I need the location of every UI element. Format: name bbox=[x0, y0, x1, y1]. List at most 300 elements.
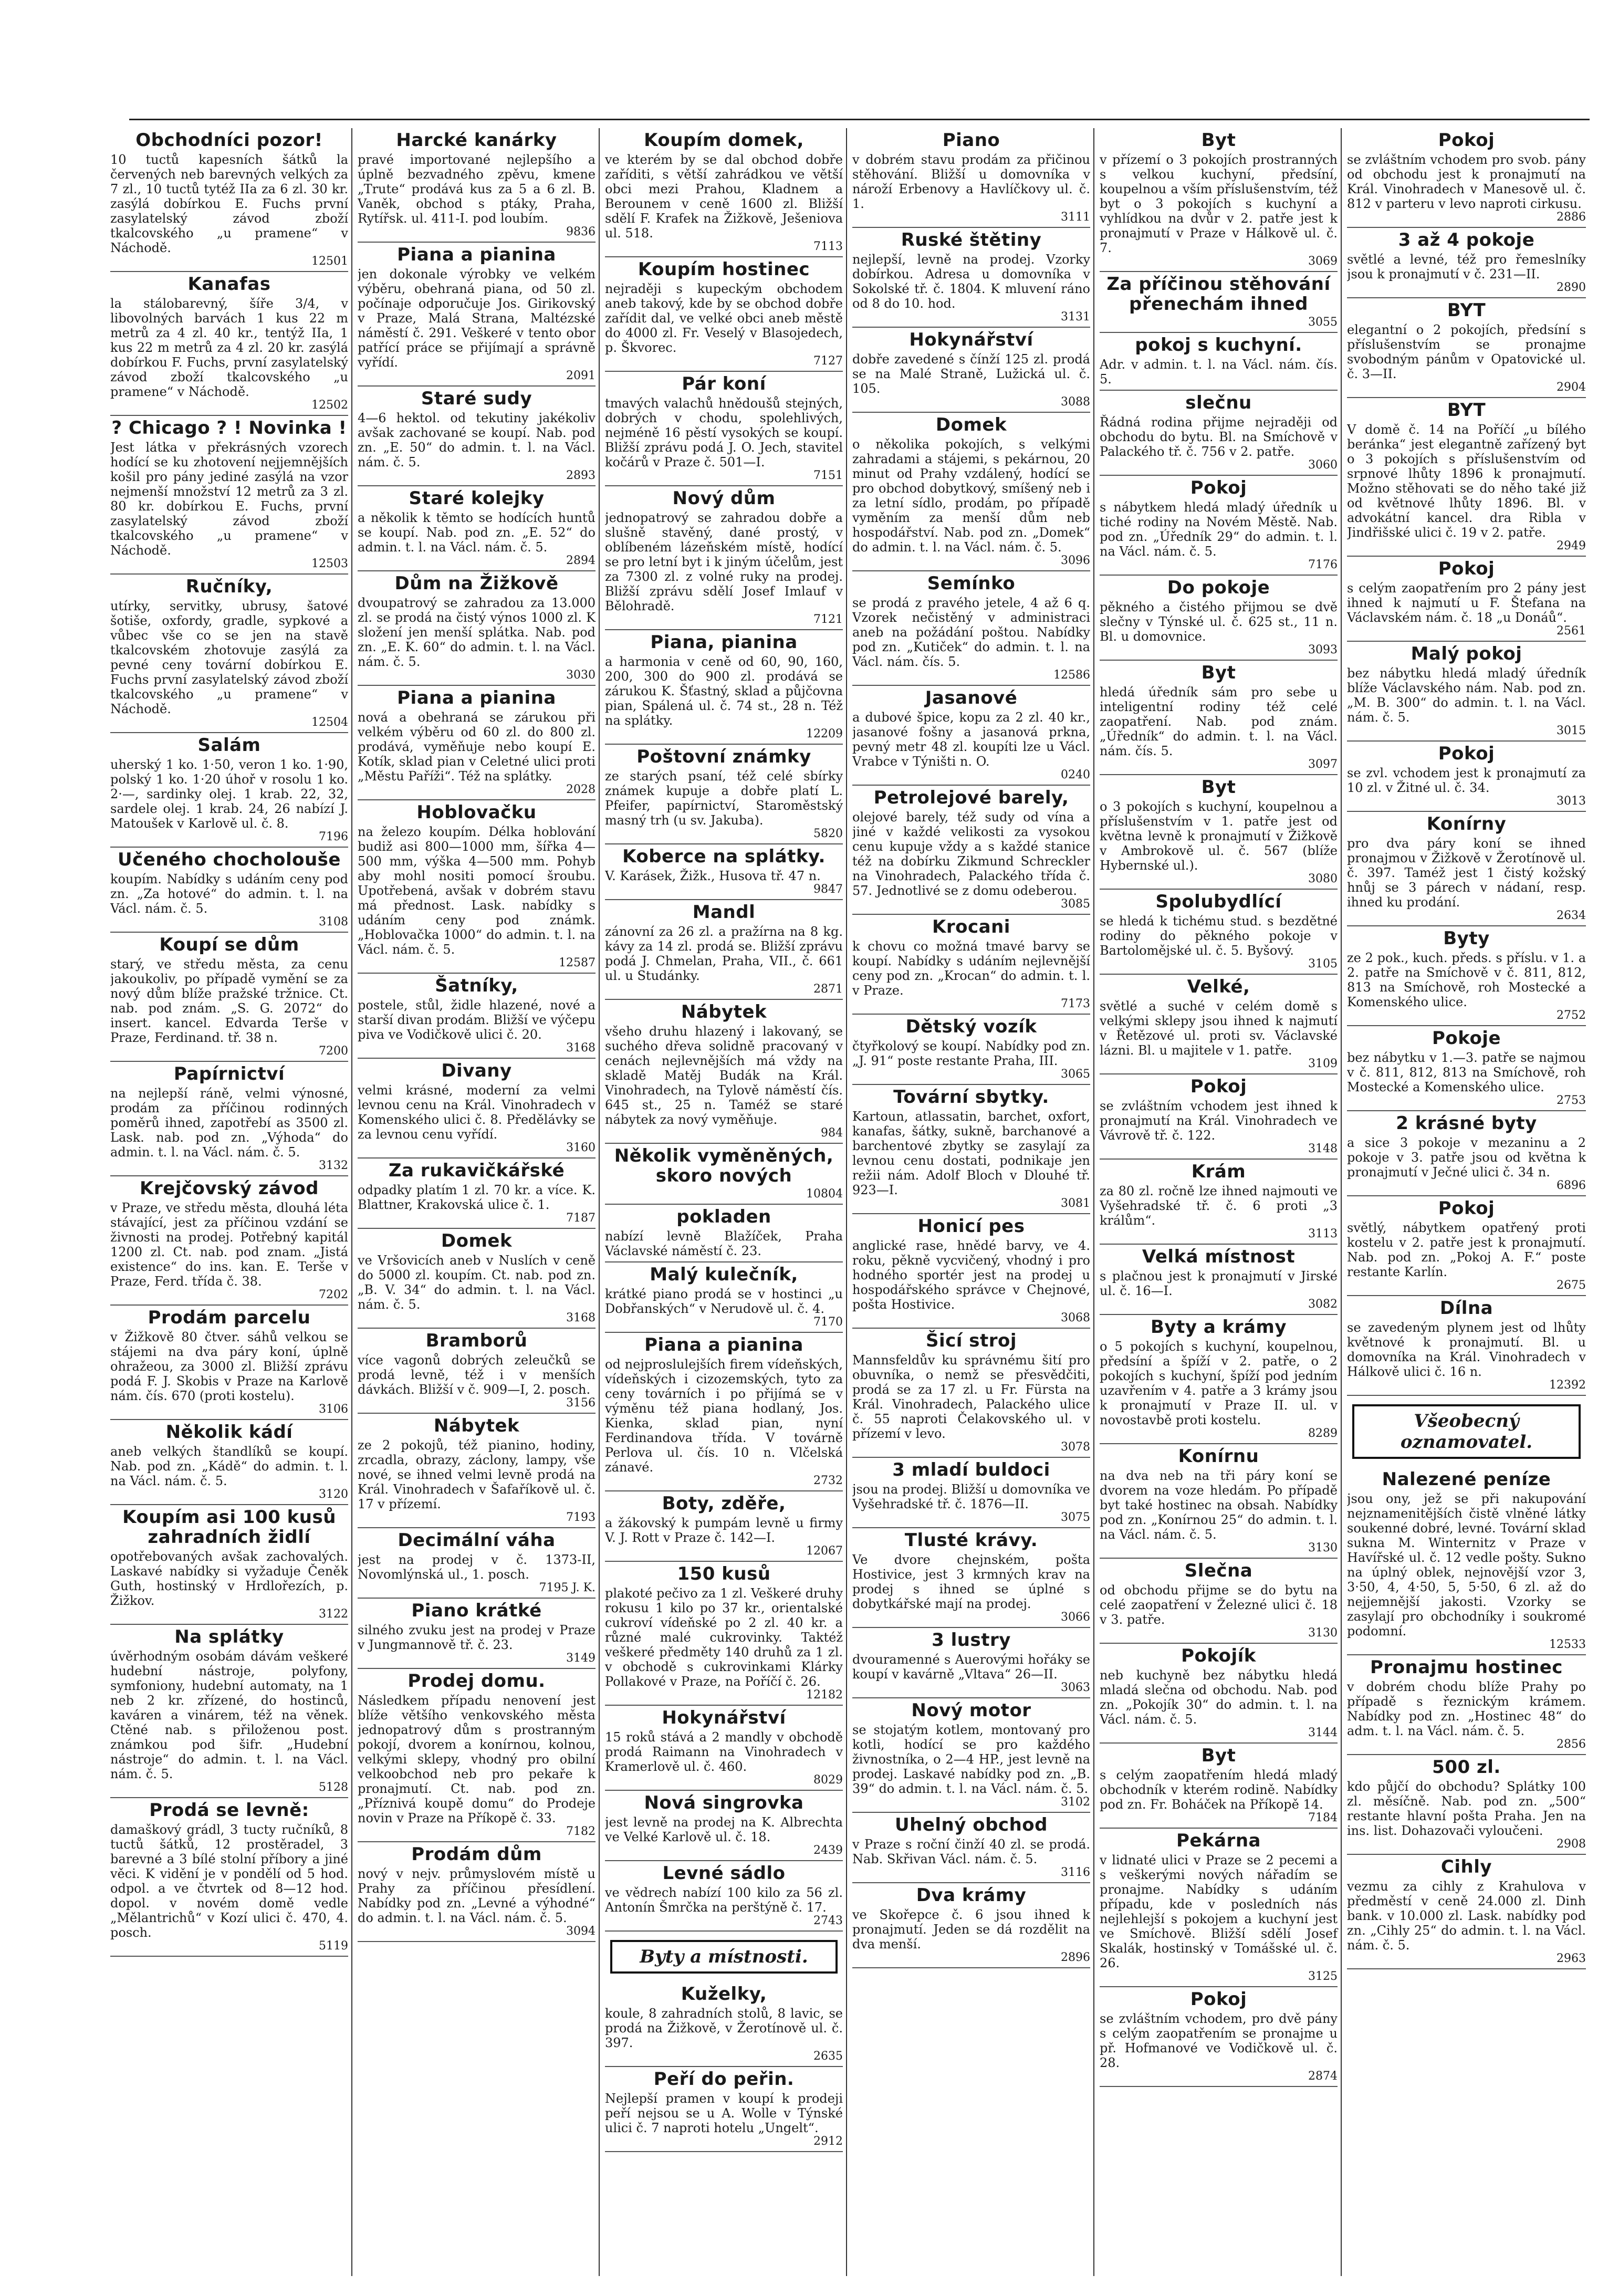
ad-number: 2856 bbox=[1557, 1738, 1586, 1751]
ad-title: Dílna bbox=[1439, 1298, 1493, 1319]
ad-number: 12587 bbox=[559, 956, 596, 969]
ad-text: se zvláštním vchodem pro svob. pány od obchodu jest k pronajmutí na Král. Vinohradech v Manesově ul. č. 812 v parteru v levo naproti cirkusu. bbox=[1347, 152, 1586, 211]
ad-text: starý, ve středu města, za cenu jakoukoliv, po případě vymění se za nový dům blíže pražské tržnice. Ct. nab. pod znám. „S. G. 2072“ do insert. kancel. Edvarda Terše v Praze, Ferdinand. tř. 38 n. bbox=[110, 957, 348, 1045]
ad-title: Malý pokoj bbox=[1411, 643, 1522, 664]
ad-number: 3060 bbox=[1308, 458, 1338, 472]
classified-ad bbox=[358, 243, 596, 387]
classified-ad bbox=[1100, 975, 1338, 1074]
classified-ad bbox=[1100, 1559, 1338, 1644]
classified-ad bbox=[852, 1528, 1090, 1628]
classified-ad bbox=[605, 1562, 843, 1706]
classified-ad bbox=[358, 1159, 596, 1229]
ad-text: odpadky platím 1 zl. 70 kr. a více. K. Blattner, Krakovská ulice č. 1. bbox=[358, 1183, 596, 1212]
ad-text: utírky, servitky, ubrusy, šatové šotiše, oxfordy, gradle, sypkové a vůbec vše co se jen na stavě tkalcovském zhotovuje zasýlá za pevné ceny tovární dobírkou E. Fuchs první zasylatelský závod zboží tkalcovského „u pramene“ v Náchodě. bbox=[110, 599, 348, 716]
ad-text: v Praze, ve středu města, dlouhá léta stávající, jest za příčinou vzdání se živnosti na prodej. Potřebný kapitál 1200 zl. Ct. nab. pod znam. „Jistá existence“ do ins. kan. E. Terše v Praze, Ferd. třída č. 38. bbox=[110, 1201, 348, 1289]
classified-ad bbox=[358, 128, 596, 243]
ad-text: světlé a suché v celém domě s velkými sklepy jsou ihned k najmutí v Řetězové ul. proti sv. Václavské lázni. Bl. u majitele v 1. patře. bbox=[1100, 999, 1338, 1058]
ad-number: 3108 bbox=[319, 915, 348, 928]
ad-text: 10 tuctů kapesních šátků la červených neb barevných velkých za 7 zl., 10 tuctů tytéž IIa za 6 zl. 30 kr. zasýlá dobírkou E. Fuchs první zasylatelský závod zboží tkalcovského „u pramene“ v Náchodě. bbox=[110, 152, 348, 255]
ad-title: Krejčovský závod bbox=[140, 1178, 319, 1199]
ad-text: se zvl. vchodem jest k pronajmutí za 10 zl. v Žitné ul. č. 34. bbox=[1347, 766, 1586, 795]
classified-ad bbox=[1347, 1296, 1586, 1396]
ad-number: 3085 bbox=[1061, 897, 1090, 911]
ad-title: Harcké kanárky bbox=[396, 130, 557, 151]
ad-number: 3168 bbox=[566, 1311, 596, 1324]
ad-text: na nejlepší ráně, velmi výnosné, prodám za příčinou rodinných poměrů ihned, zapotřebí as 3500 zl. Lask. nab. pod zn. „Výhoda“ do admin. t. l. na Václ. nám. č. 5. bbox=[110, 1086, 348, 1160]
ad-title: Dva krámy bbox=[916, 1885, 1027, 1906]
column-3 bbox=[605, 128, 847, 2276]
classified-ad bbox=[852, 1458, 1090, 1528]
ad-text: koupím. Nabídky s udáním ceny pod zn. „Za hotové“ do admin. t. l. na Václ. nám. č. 5. bbox=[110, 872, 348, 916]
ad-text: koule, 8 zahradních stolů, 8 lavic, se prodá na Žižkově, v Žerotínově ul. č. 397. bbox=[605, 2006, 843, 2050]
classified-ad bbox=[1100, 128, 1338, 272]
ad-text: 4—6 hektol. od tekutiny jakékoliv avšak zachované se koupí. Nab. pod zn. „E. 50“ do admin. t. l. na Václ. nám. č. 5. bbox=[358, 411, 596, 469]
ad-number: 12209 bbox=[806, 727, 843, 740]
ad-title: Na splátky bbox=[174, 1626, 284, 1647]
classified-ad bbox=[1347, 1855, 1586, 1969]
classified-ad bbox=[358, 1329, 596, 1414]
ad-text: plakoté pečivo za 1 zl. Veškeré druhy rokusu 1 kilo po 37 kr., orientalské cukroví vídeňské po 2 zl. 40 kr. a různé malé cukrovinky. Taktéž veškeré předměty 140 druhů za 1 zl. v obchodě s cukrovinkami Klárky Pollakové v Praze, na Poříčí č. 26. bbox=[605, 1586, 843, 1689]
ad-number: 7193 bbox=[566, 1511, 596, 1524]
ad-title: Papírnictví bbox=[173, 1063, 285, 1084]
ad-text: tmavých valachů hnědoušů stejných, dobrých v chodu, spolehlivých, nejméně 16 pěstí vysokých se koupí. Bližší zprávu podá J. O. Jech, stavitel kočárů v Praze č. 501—I. bbox=[605, 396, 843, 469]
ad-text: za 80 zl. ročně lze ihned najmouti ve Vyšehradské tř. č. 6 proti „3 králům“. bbox=[1100, 1184, 1338, 1228]
ad-title: Nový dům bbox=[672, 488, 776, 509]
classified-ad bbox=[852, 128, 1090, 228]
ad-number: 3015 bbox=[1557, 724, 1586, 737]
ad-number: 7173 bbox=[1061, 997, 1090, 1010]
classified-ad bbox=[1347, 1655, 1586, 1755]
ad-title: Nový motor bbox=[911, 1700, 1031, 1721]
classified-ad bbox=[1100, 1245, 1338, 1315]
classified-ad bbox=[1100, 1829, 1338, 1987]
classified-ad bbox=[1100, 272, 1338, 333]
classified-ad bbox=[1100, 1744, 1338, 1829]
ad-number: 2634 bbox=[1557, 909, 1586, 922]
classified-ad bbox=[1100, 890, 1338, 975]
ad-number: 5119 bbox=[319, 1939, 348, 1953]
classified-ad bbox=[358, 1842, 596, 1942]
ad-text: olejové barely, též sudy od vína a jiné v každé velikosti za vysokou cenu kupuje vždy a s každé stanice též na dobírku Zikmund Schreckler na Vinohradech, Palackého třída č. 57. Jednotlivé se z domu odeberou. bbox=[852, 810, 1090, 898]
classified-ad bbox=[605, 745, 843, 844]
ad-title: Pokoje bbox=[1432, 1028, 1501, 1049]
ad-text: opotřebovaných avšak zachovalých. Laskavé nabídky si vyžaduje Čeněk Guth, hostinský v Hrdlořezích, p. Žižkov. bbox=[110, 1549, 348, 1608]
classified-ad bbox=[1347, 1111, 1586, 1196]
ad-number: 5128 bbox=[319, 1781, 348, 1794]
ad-number: 7127 bbox=[813, 354, 843, 368]
ad-title: Koupím domek, bbox=[644, 130, 804, 151]
ad-title: Koupím hostinec bbox=[638, 259, 810, 280]
classified-ad bbox=[605, 486, 843, 630]
ad-number: 3088 bbox=[1061, 395, 1090, 409]
ad-text: o 5 pokojích s kuchyní, koupelnou, předsíní a špíží v 2. patře, o 2 pokojích s kuchyní, špíží pod jedním uzavřením v 4. patře a 3 krámy jsou k pronajmutí v Praze II. ul. v novostavbě proti kostelu. bbox=[1100, 1339, 1338, 1427]
ad-number: 3066 bbox=[1061, 1611, 1090, 1624]
ad-title: Nábytek bbox=[681, 1001, 767, 1022]
ad-title: Pekárna bbox=[1176, 1830, 1261, 1851]
ad-title: Krám bbox=[1191, 1161, 1246, 1182]
ad-title: 3 lustry bbox=[932, 1630, 1011, 1651]
ad-number: 7200 bbox=[319, 1045, 348, 1058]
ad-title: Boty, zděře, bbox=[662, 1493, 786, 1514]
ad-title: Hokynářství bbox=[909, 329, 1033, 350]
ad-title: 500 zl. bbox=[1432, 1757, 1501, 1778]
ad-title: Velké, bbox=[1187, 976, 1250, 997]
classified-ad bbox=[605, 1333, 843, 1491]
ad-number: 3096 bbox=[1061, 554, 1090, 567]
ad-title: Semínko bbox=[927, 573, 1016, 594]
ad-text: více vagonů dobrých zeleučků se prodá levně, též i v menších dávkách. Bližší v č. 909—I, 2. posch. bbox=[358, 1353, 596, 1397]
column-5 bbox=[1100, 128, 1342, 2276]
column-2 bbox=[358, 128, 600, 2276]
ad-number: 2963 bbox=[1557, 1952, 1586, 1965]
ad-number: 9847 bbox=[813, 883, 843, 896]
classified-ad bbox=[1100, 576, 1338, 661]
ad-number: 3132 bbox=[319, 1159, 348, 1172]
ad-title: 2 krásné byty bbox=[1396, 1113, 1537, 1134]
ad-number: 3130 bbox=[1308, 1541, 1338, 1554]
ad-number: 2912 bbox=[813, 2135, 843, 2148]
ad-title: Dětský vozík bbox=[905, 1016, 1037, 1037]
ad-title: Tlusté krávy. bbox=[904, 1530, 1038, 1551]
ad-number: 2904 bbox=[1557, 381, 1586, 394]
ad-title: Pronajmu hostinec bbox=[1370, 1657, 1563, 1678]
ad-title: Bramborů bbox=[425, 1330, 528, 1351]
classified-ad bbox=[110, 733, 348, 848]
ad-text: hledá úředník sám pro sebe u inteligentní rodiny též celé zaopatření. Nab. pod znám. „Úředník“ do admin. t. l. na Václ. nám. čís. 5. bbox=[1100, 685, 1338, 758]
ad-title: Piano bbox=[942, 130, 1000, 151]
ad-number: 3102 bbox=[1061, 1796, 1090, 1809]
ad-number: 3063 bbox=[1061, 1681, 1090, 1694]
classified-ad bbox=[110, 575, 348, 733]
ad-number: 3122 bbox=[319, 1608, 348, 1621]
ad-text: Kartoun, atlassatin, barchet, oxfort, kanafas, šátky, sukně, barchanové a barchentové zbytky se zasylají za levnou cenu dostati, podnikaje jen režii nám. Adolf Bloch v Dlouhé tř. 923—I. bbox=[852, 1109, 1090, 1197]
ad-text: bez nábytku v 1.—3. patře se najmou v č. 811, 812, 813 na Smíchově, roh Mostecké a Komenského ulice. bbox=[1347, 1050, 1586, 1094]
classified-ad bbox=[110, 1306, 348, 1420]
ad-title: Koberce na splátky. bbox=[622, 846, 826, 867]
ad-text: ve vědrech nabízí 100 kilo za 56 zl. Antonín Šmrčka na perštýně č. 17. bbox=[605, 1885, 843, 1915]
ad-title: Koupí se dům bbox=[159, 934, 299, 955]
ad-text: všeho druhu hlazený i lakovaný, se suchého dřeva solidně pracovaný v cenách nejlevnějších má vždy na skladě Matěj Budák na Král. Vinohradech, na Tylově náměstí čís. 645 st., 25 n. Taméž se staré nábytek za nový vyměňuje. bbox=[605, 1024, 843, 1127]
ad-text: jest na prodej v č. 1373-II, Novomlýnská ul., 1. posch. bbox=[358, 1552, 596, 1582]
classified-ad bbox=[358, 974, 596, 1059]
ad-text: damaškový grádl, 3 tucty ručníků, 8 tuctů šátků, 12 prostěradel, 3 barevné a 3 bílé stolní příbory a jiné věci. K vidění je v pondělí od 5 hod. odpol. a ve čtvrtek od 8—12 hod. dopol. v novém domě vedle „Mělantrichů“ v Kozí ulici č. 470, 4. posch. bbox=[110, 1822, 348, 1940]
classified-ad bbox=[1347, 398, 1586, 557]
ad-number: 2893 bbox=[566, 469, 596, 482]
ad-text: se zvláštním vchodem jest ihned k pronajmutí na Král. Vinohradech ve Vávrově tř. č. 122. bbox=[1100, 1099, 1338, 1143]
ad-text: dvoupatrový se zahradou za 13.000 zl. se prodá na čistý výnos 1000 zl. K složení jen menší splátka. Nab. pod zn. „E. K. 60“ do admin. t. l. na Václ. nám. č. 5. bbox=[358, 596, 596, 669]
ad-title: Obchodníci pozor! bbox=[135, 130, 323, 151]
ad-text: jsou na prodej. Bližší u domovníka ve Vyšehradské tř. č. 1876—II. bbox=[852, 1482, 1090, 1511]
ad-text: pěkného a čistého přijmou se dvě slečny v Týnské ul. č. 625 st., 11 n. Bl. u domovnice. bbox=[1100, 600, 1338, 644]
ad-number: 3149 bbox=[566, 1652, 596, 1665]
ad-number: 3069 bbox=[1308, 255, 1338, 268]
ad-title: ? Chicago ? ! Novinka ! bbox=[111, 418, 347, 439]
ad-title: Decimální váha bbox=[398, 1530, 556, 1551]
column-6 bbox=[1347, 128, 1589, 2276]
section-banner-vseobecny: Všeobecný oznamovatel. bbox=[1352, 1404, 1581, 1459]
ad-title: Petrolejové barely, bbox=[873, 787, 1069, 808]
ad-title: Za příčinou stěhování přenechám ihned bbox=[1106, 274, 1331, 315]
ad-number: 3075 bbox=[1061, 1511, 1090, 1524]
ad-number: 2439 bbox=[813, 1844, 843, 1857]
ad-text: aneb velkých štandlíků se koupí. Nab. pod zn. „Kádě“ do admin. t. l. na Václ. nám. č. 5. bbox=[110, 1444, 348, 1488]
classified-ad bbox=[852, 328, 1090, 413]
ad-title: Honicí pes bbox=[917, 1216, 1025, 1237]
ad-number: 3094 bbox=[566, 1925, 596, 1938]
classified-ad bbox=[852, 1628, 1090, 1698]
ad-number: 3125 bbox=[1308, 1970, 1338, 1983]
ad-text: ve kterém by se dal obchod dobře zaříditi, s větší zahrádkou ve větší obci mezi Prahou, Kladnem a Berounem v ceně 1600 zl. Bližší sdělí F. Krafek na Žižkově, Ješeniova ul. 518. bbox=[605, 152, 843, 241]
classified-ad bbox=[110, 128, 348, 272]
ad-text: se zvláštním vchodem, pro dvě pány s celým zaopatřením se pronajme u př. Hofmanové ve Vodičkově ul. č. 28. bbox=[1100, 2011, 1338, 2070]
classified-ad bbox=[1347, 228, 1586, 298]
ad-number: 3097 bbox=[1308, 758, 1338, 771]
ad-text: dobře zavedené s čínží 125 zl. prodá se na Malé Straně, Lužická ul. č. 105. bbox=[852, 352, 1090, 396]
classified-ad bbox=[358, 1229, 596, 1329]
ad-title: Pokoj bbox=[1438, 558, 1495, 579]
ad-number: 7195 J. K. bbox=[539, 1581, 596, 1594]
ad-number: 8289 bbox=[1308, 1427, 1338, 1440]
ad-text: nový v nejv. průmyslovém místě u Prahy za příčinou přesídlení. Nabídky pod zn. „Levné a výhodné“ do admin. t. l. na Václ. nám. č. 5. bbox=[358, 1866, 596, 1925]
ad-number: 2028 bbox=[566, 783, 596, 796]
classified-ad bbox=[358, 1414, 596, 1528]
ad-text: a žákovský k pumpám levně u firmy V. J. Rott v Praze č. 142—I. bbox=[605, 1516, 843, 1545]
ad-number: 3068 bbox=[1061, 1311, 1090, 1324]
ad-title: 150 kusů bbox=[677, 1563, 771, 1584]
classified-ad bbox=[110, 1062, 348, 1176]
ad-text: anglické rase, hnědé barvy, ve 4. roku, pěkně vycvičený, vhodný i pro hodného sportér jest na prodej u hospodářského správce v Chejnové, pošta Hostivice. bbox=[852, 1238, 1090, 1312]
ad-text: čtyřkolový se koupí. Nabídky pod zn. „J. 91“ poste restante Praha, III. bbox=[852, 1039, 1090, 1068]
classified-ad bbox=[852, 571, 1090, 686]
ad-title: Byt bbox=[1201, 662, 1236, 683]
classified-ad bbox=[1100, 1444, 1338, 1559]
classified-ad bbox=[1347, 1467, 1586, 1655]
ad-title: Několik kádí bbox=[165, 1422, 293, 1443]
ad-title: Piana, pianina bbox=[650, 632, 798, 653]
ad-title: Šicí stroj bbox=[925, 1330, 1017, 1351]
ad-title: Kanafas bbox=[187, 274, 271, 295]
classified-ad bbox=[1100, 1074, 1338, 1160]
classified-ad bbox=[852, 1085, 1090, 1214]
classified-ad bbox=[605, 1144, 843, 1205]
ad-title: Učeného chocholouše bbox=[118, 849, 341, 870]
ad-number: 3078 bbox=[1061, 1441, 1090, 1454]
ad-title: Za rukavičkářské bbox=[388, 1160, 565, 1181]
ad-number: 3160 bbox=[566, 1141, 596, 1154]
ad-number: 2091 bbox=[566, 369, 596, 382]
ad-number: 2675 bbox=[1557, 1279, 1586, 1292]
ad-title: Spolubydlící bbox=[1155, 891, 1282, 912]
classified-ad bbox=[852, 686, 1090, 786]
ad-number: 2886 bbox=[1557, 211, 1586, 224]
ad-text: o několika pokojích, s velkými zahradami a stájemi, s pekárnou, 20 minut od Prahy vzdálený, hodící se pro obchod dobytkový, smíšený neb i za letní sídlo, prodám, po případě vyměním za menší dům neb hospodářství. Nab. pod zn. „Domek“ do admin. t. l. na Václ. nám. č. 5. bbox=[852, 437, 1090, 555]
classified-ad bbox=[110, 1505, 348, 1625]
classified-ad bbox=[605, 1491, 843, 1562]
ad-text: vezmu za cihly z Krahulova v předměstí v ceně 24.000 zl. Dinh bank. v 10.000 zl. Lask. nabídky pod zn. „Cihly 25“ do admin. t. l. na Václ. nám. č. 5. bbox=[1347, 1879, 1586, 1953]
ad-text: a několik k těmto se hodících huntů se koupí. Nab. pod zn. „E. 52“ do admin. t. l. na Václ. nám. č. 5. bbox=[358, 510, 596, 555]
classified-ad bbox=[358, 1599, 596, 1669]
ad-text: V domě č. 14 na Poříčí „u bílého beránka“ jest elegantně zařízený byt o 3 pokojích s příslušenstvím od srpnové lhůty 1896 k pronajmutí. Možno stěhovati se do něho také již od květnové lhůty 1896. Bl. v advokátní kancel. dra Ribla v Jindřišské ulici č. 19 v 2. patře. bbox=[1347, 422, 1586, 540]
ad-title: 3 až 4 pokoje bbox=[1398, 229, 1535, 251]
classified-ad bbox=[1347, 557, 1586, 642]
ad-text: Jest látka v překrásných vzorech hodící se ku zhotovení nejjemnějších košil pro pány jediné zasýlá na vzor nejmenší množství 12 metrů za 3 zl. 80 kr. dobírkou E. Fuchs, první zasylatelský závod zboží tkalcovského „u pramene“ v Náchodě. bbox=[110, 440, 348, 558]
ad-text: se stojatým kotlem, montovaný pro kotli, hodící se pro každého živnostníka, o 2—4 HP., jest levně na prodej. Laskavé nabídky pod zn. „B. 39“ do admin. t. l. na Václ. nám. č. 5. bbox=[852, 1723, 1090, 1796]
ad-title: Pokoj bbox=[1190, 1989, 1247, 2010]
ad-title: Tovární sbytky. bbox=[893, 1087, 1049, 1108]
classified-ad bbox=[358, 387, 596, 486]
ad-title: Piana a pianina bbox=[644, 1334, 803, 1355]
classified-ad bbox=[358, 486, 596, 571]
ad-number: 9836 bbox=[566, 225, 596, 238]
classified-ad bbox=[1347, 1026, 1586, 1111]
ad-title: Staré sudy bbox=[421, 388, 532, 409]
ad-number: 3081 bbox=[1061, 1197, 1090, 1210]
ad-number: 2635 bbox=[813, 2050, 843, 2063]
ad-title: Nová singrovka bbox=[644, 1792, 804, 1813]
ad-number: 5820 bbox=[813, 827, 843, 840]
ad-text: v dobrém chodu blíže Prahy po případě s řeznickým krámem. Nabídky pod zn. „Hostinec 48“ do adm. t. l. na Václ. nám. č. 5. bbox=[1347, 1679, 1586, 1738]
classified-ad bbox=[1347, 742, 1586, 812]
ad-title: Hoblovačku bbox=[416, 802, 537, 823]
ad-number: 7113 bbox=[813, 240, 843, 253]
ad-text: kdo půjčí do obchodu? Splátky 100 zl. měsíčně. Nab. pod zn. „500“ restante hlavní pošta Praha. Jen na ins. list. Dohazovači vyloučeni. bbox=[1347, 1779, 1586, 1838]
ad-text: velmi krásné, moderní za velmi levnou cenu na Král. Vinohradech v Komenského ulici č. 8. Předělávky se za levnou cenu vyřídí. bbox=[358, 1083, 596, 1142]
ad-number: 6896 bbox=[1557, 1179, 1586, 1192]
classified-ad bbox=[358, 1528, 596, 1599]
ad-columns bbox=[110, 128, 1592, 2276]
classified-ad bbox=[358, 686, 596, 800]
classified-ad bbox=[1100, 333, 1338, 391]
ad-text: Řádná rodina přijme nejraději od obchodu do bytu. Bl. na Smíchově v Palackého tř. č. 756 v 2. patře. bbox=[1100, 415, 1338, 459]
ad-text: 15 roků stává a 2 mandly v obchodě prodá Raimann na Vinohradech v Kramerlově ul. č. 460. bbox=[605, 1730, 843, 1774]
ad-title: Piano krátké bbox=[411, 1600, 542, 1621]
ad-number: 3148 bbox=[1308, 1142, 1338, 1155]
ad-title: Byty bbox=[1443, 928, 1490, 949]
ad-number: 3105 bbox=[1308, 957, 1338, 970]
ad-number: 2752 bbox=[1557, 1009, 1586, 1022]
ad-title: Salám bbox=[197, 735, 261, 756]
ad-title: pokladen bbox=[676, 1206, 771, 1227]
ad-text: se prodá z pravého jetele, 4 až 6 q. Vzorek nečistěný v administraci aneb na požádání poštou. Nabídky pod zn. „Kutiček“ do admin. t. l. na Václ. nám. čís. 5. bbox=[852, 596, 1090, 669]
column-1 bbox=[110, 128, 352, 2276]
classified-ad bbox=[110, 1798, 348, 1957]
ad-text: ve Skořepce č. 6 jsou ihned k pronajmutí. Jeden se dá rozdělit na dva menší. bbox=[852, 1907, 1090, 1951]
classified-ad bbox=[1100, 476, 1338, 576]
ad-title: Peří do peřin. bbox=[653, 2069, 795, 2090]
ad-text: jen dokonale výrobky ve velkém výběru, obehraná piana, od 50 zl. počínaje odporučuje Jos. Girikovský v Praze, Malá Strana, Maltézské náměstí č. 291. Veškeré v tento obor patřící práce se přijímají a správně vyřídí. bbox=[358, 267, 596, 370]
classified-ad bbox=[110, 1420, 348, 1505]
ad-text: ze starých psaní, též celé sbírky známek kupuje a dobře platí L. Pfeifer, papírnictví, Staroměstský masný trh (u sv. Jakuba). bbox=[605, 769, 843, 828]
ad-title: 3 mladí buldoci bbox=[892, 1459, 1050, 1480]
ad-number: 12502 bbox=[311, 399, 348, 412]
classified-ad bbox=[358, 1059, 596, 1159]
ad-text: jsou ony, jež se při nakupování nejznamenitějších čistě vlněné látky soukenné dobré, levné. Tovární sklad sukna M. Winternitz v Praze v Havířské ul. č. 12 vedle pošty. Sukno na úplný oblek, nejnovější vzor 3, 3·50, 4, 4·50, 5, 5·50, 6 zl. až do nejjemnější jakosti. Vzorky se zasylají pro obchodníky i soukromé podomní. bbox=[1347, 1491, 1586, 1638]
ad-number: 3109 bbox=[1308, 1057, 1338, 1070]
classified-ad bbox=[852, 1329, 1090, 1458]
ad-number: 2874 bbox=[1308, 2070, 1338, 2083]
ad-number: 12067 bbox=[806, 1544, 843, 1558]
ad-title: Malý kulečník, bbox=[650, 1264, 798, 1285]
classified-ad bbox=[1100, 661, 1338, 775]
ad-text: s celým zaopatřením pro 2 pány jest ihned k najmutí u F. Štefana na Václavském nám. č. 18 „u Donáů“. bbox=[1347, 581, 1586, 625]
classified-ad bbox=[1347, 812, 1586, 926]
ad-number: 7176 bbox=[1308, 558, 1338, 571]
section-banner-byty: Byty a místnosti. bbox=[610, 1940, 838, 1974]
ad-number: 2732 bbox=[813, 1474, 843, 1487]
ad-title: Kuželky, bbox=[681, 1984, 767, 2005]
classified-ad bbox=[1347, 1755, 1586, 1855]
ad-text: Ve dvore chejnském, pošta Hostivice, jest 3 krmných krav na prodej s ihned se úplné s dobytkářské mají na prodej. bbox=[852, 1552, 1090, 1611]
ad-title: Velká místnost bbox=[1142, 1246, 1296, 1267]
classified-ad bbox=[852, 228, 1090, 328]
classified-ad bbox=[110, 272, 348, 416]
ad-number: 0240 bbox=[1061, 768, 1090, 781]
ad-text: v lidnaté ulici v Praze se 2 pecemi a s veškerými nových nářadím se pronajme. Nabídky s udáním případu, kde v posledních nás nejlehlejší s pokojem a kuchyní jest ve Smíchově. Bližší sdělí Josef Skalák, hostinský v Tomášské ul. č. 26. bbox=[1100, 1853, 1338, 1970]
ad-number: 7121 bbox=[813, 613, 843, 626]
classified-ad bbox=[358, 1669, 596, 1842]
classified-ad bbox=[605, 1982, 843, 2067]
ad-number: 2743 bbox=[813, 1914, 843, 1927]
ad-number: 3013 bbox=[1557, 795, 1586, 808]
ad-number: 2871 bbox=[813, 983, 843, 996]
ad-title: Konírny bbox=[1426, 813, 1507, 834]
ad-text: krátké piano prodá se v hostinci „u Dobřanských“ v Nerudově ul. č. 4. bbox=[605, 1287, 843, 1316]
ad-title: Jasanové bbox=[925, 687, 1018, 708]
ad-title: Krocani bbox=[932, 916, 1010, 937]
ad-title: Levné sádlo bbox=[662, 1863, 786, 1884]
ad-number: 8029 bbox=[813, 1773, 843, 1787]
ad-text: uherský 1 ko. 1·50, veron 1 ko. 1·90, polský 1 ko. 1·20 úhoř v rosolu 1 ko. 2·—, sardinky olej. 1 krab. 22, 32, sardele olej. 1 krab. 24, 26 nabízí J. Matoušek v Karlově ul. č. 8. bbox=[110, 757, 348, 831]
ad-number: 3082 bbox=[1308, 1298, 1338, 1311]
ad-text: la stálobarevný, šíře 3/4, v libovolných barvách 1 kus 22 m metrů za 4 zl. 40 kr., tentýž IIa, 1 kus 22 m metrů za 4 zl. 20 kr. zasýlá dobírkou F. Fuchs, první zasylatelský závod zboží tkalcovského „u pramene“ v Náchodě. bbox=[110, 296, 348, 399]
ad-title: Koupím asi 100 kusů zahradních židlí bbox=[122, 1507, 336, 1548]
classified-ad bbox=[358, 571, 596, 686]
ad-text: postele, stůl, židle hlazené, nové a starší divan prodám. Bližší ve výčepu piva ve Vodičkově ulici č. 20. bbox=[358, 998, 596, 1042]
ad-text: v Praze s roční činží 40 zl. se prodá. Nab. Skřivan Václ. nám. č. 5. bbox=[852, 1837, 1090, 1866]
ad-number: 3106 bbox=[319, 1403, 348, 1416]
ad-text: s celým zaopatřením hledá mladý obchodník v kterém rodině. Nabídky pod zn. Fr. Boháček na Příkopě 14. bbox=[1100, 1768, 1338, 1812]
classified-ad bbox=[1100, 1644, 1338, 1744]
classified-ad bbox=[605, 257, 843, 372]
ad-text: a harmonia v ceně od 60, 90, 160, 200, 300 do 900 zl. prodává se zárukou K. Šťastný, sklad a půjčovna pian, Spálená ul. č. 74 st., 28 n. Též na splátky. bbox=[605, 654, 843, 728]
ad-title: Pokoj bbox=[1190, 1076, 1247, 1097]
ad-title: Piana a pianina bbox=[397, 244, 556, 265]
ad-number: 10804 bbox=[806, 1187, 843, 1201]
ad-text: nejraději s kupeckým obchodem aneb takový, kde by se obchod dobře zařídit dal, ve velké obci aneb městě do 4000 zl. Fr. Veselý v Blasojedech, p. Škvorec. bbox=[605, 281, 843, 355]
ad-text: se zavedeným plynem jest od lhůty květnové k pronajmutí. Bl. u domovníka na Král. Vinohradech v Hálkově ulici č. 16 n. bbox=[1347, 1320, 1586, 1379]
ad-number: 12182 bbox=[806, 1688, 843, 1702]
classified-ad bbox=[1347, 926, 1586, 1026]
ad-title: Do pokoje bbox=[1167, 577, 1270, 598]
ad-title: Prodám dům bbox=[411, 1844, 542, 1865]
classified-ad bbox=[605, 1791, 843, 1861]
ad-text: a dubové špice, kopu za 2 zl. 40 kr., jasanové fošny a jasanová prkna, pevný metr 48 zl. koupíti lze u Václ. Vrabce v Týništi n. O. bbox=[852, 710, 1090, 769]
ad-text: Následkem případu nenovení jest blíže většího venkovského města jednopatrový dům s prostranným pokojí, dvorem a konírnou, kolnou, velkými sklepy, vhodný pro obilní velkoobchod neb pro pekaře k pronajmutí. Ct. nab. pod zn. „Příznivá koupě domu“ do Prodeje novin v Praze na Příkopě č. 33. bbox=[358, 1693, 596, 1825]
ad-number: 984 bbox=[821, 1126, 843, 1140]
column-4 bbox=[852, 128, 1094, 2276]
ad-title: Mandl bbox=[692, 902, 756, 923]
ad-text: úvěrhodným osobám dávám veškeré hudební nástroje, polyfony, symfoniony, hudební automaty, na 1 neb 2 kr. zřízené, do hostinců, kaváren a vinárem, též na věnek. Ctěné nab. s přiloženou post. známkou pod šifr. „Hudební nástroje“ do admin. t. l. na Václ. nám. č. 5. bbox=[110, 1649, 348, 1781]
ad-title: Nábytek bbox=[433, 1415, 520, 1436]
ad-number: 3030 bbox=[566, 669, 596, 682]
classified-ad bbox=[1100, 775, 1338, 890]
ad-text: o 3 pokojích s kuchyní, koupelnou a příslušenstvím v 1. patře jest od května levně k pronajmutí v Žižkově v Ambrokově ul. č. 567 (blíže Hybernské ul.). bbox=[1100, 799, 1338, 873]
classified-ad bbox=[1347, 128, 1586, 228]
ad-title: Prodá se levně: bbox=[149, 1800, 309, 1821]
classified-ad bbox=[605, 2067, 843, 2152]
classified-ad bbox=[1100, 1987, 1338, 2087]
ad-text: na dva neb na tři páry koní se dvorem na voze hledám. Po případě byt také hostinec na obsah. Nabídky pod zn. „Konírnou 25“ do admin. t. l. na Václ. nám. č. 5. bbox=[1100, 1468, 1338, 1542]
